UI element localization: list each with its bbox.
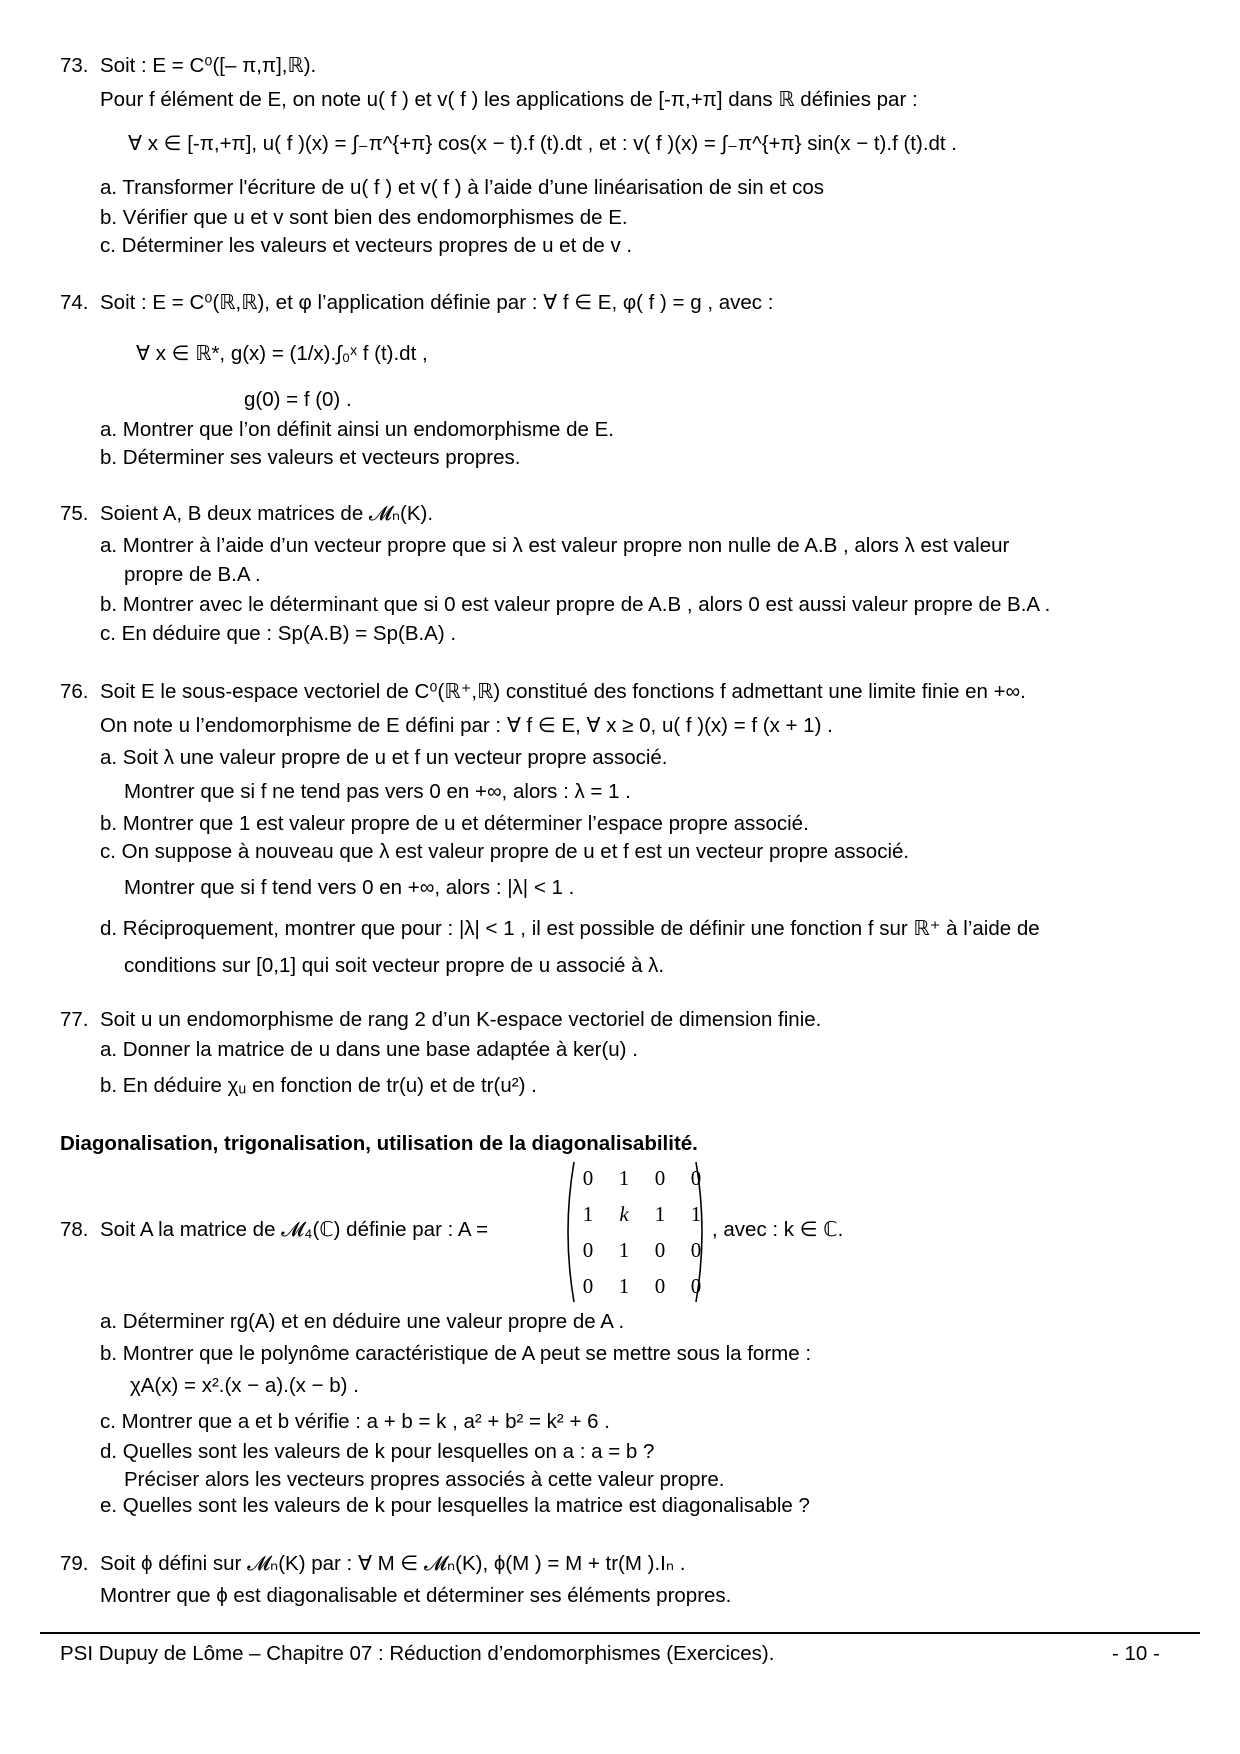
exercise-77-b: b. En déduire χᵤ en fonction de tr(u) et de tr(u²) . — [100, 1074, 537, 1097]
page-number: - 10 - — [1112, 1642, 1160, 1665]
exercise-76-c1: c. On suppose à nouveau que λ est valeur propre de u et f est un vecteur propre associé. — [100, 840, 910, 863]
exercise-78-line1-suffix: , avec : k ∈ ℂ. — [712, 1218, 844, 1241]
exercise-76-a1: a. Soit λ une valeur propre de u et f un vecteur propre associé. — [100, 746, 668, 769]
matrix-cell: 0 — [582, 1165, 594, 1190]
matrix-cell: 1 — [618, 1165, 630, 1190]
matrix-cell: 1 — [618, 1237, 630, 1262]
matrix-cell: 0 — [654, 1165, 666, 1190]
matrix-cell: 0 — [654, 1273, 666, 1298]
exercise-76-line1: Soit E le sous-espace vectoriel de C⁰(ℝ⁺,ℝ) constitué des fonctions f admettant une limite finie en +∞. — [100, 680, 1026, 703]
exercise-76-a2: Montrer que si f ne tend pas vers 0 en +∞, alors : λ = 1 . — [124, 780, 631, 803]
footer-title: PSI Dupuy de Lôme – Chapitre 07 : Réduction d’endomorphismes (Exercices). — [60, 1642, 775, 1665]
exercise-76-line2: On note u l’endomorphisme de E défini par : ∀ f ∈ E, ∀ x ≥ 0, u( f )(x) = f (x + 1) . — [100, 714, 833, 737]
exercise-74-line1: Soit : E = C⁰(ℝ,ℝ), et φ l’application définie par : ∀ f ∈ E, φ( f ) = g , avec : — [100, 291, 774, 314]
exercise-77-line1: Soit u un endomorphisme de rang 2 d’un K-espace vectoriel de dimension finie. — [100, 1008, 822, 1031]
matrix-cell: 1 — [582, 1201, 594, 1226]
exercise-79-line1: Soit ϕ défini sur 𝓜ₙ(K) par : ∀ M ∈ 𝓜ₙ(K), ϕ(M ) = M + tr(M ).Iₙ . — [100, 1552, 686, 1575]
exercise-73-c: c. Déterminer les valeurs et vecteurs propres de u et de v . — [100, 234, 633, 257]
exercise-78-number: 78. — [60, 1218, 89, 1241]
matrix-cell: 1 — [654, 1201, 666, 1226]
exercise-78-b1: b. Montrer que le polynôme caractéristique de A peut se mettre sous la forme : — [100, 1342, 812, 1365]
exercise-76-number: 76. — [60, 680, 89, 703]
exercise-74-initial: g(0) = f (0) . — [244, 388, 352, 411]
exercise-73-b: b. Vérifier que u et v sont bien des endomorphismes de E. — [100, 206, 628, 229]
exercise-73-a: a. Transformer l'écriture de u( f ) et v( f ) à l’aide d’une linéarisation de sin et cos — [100, 176, 825, 199]
matrix-cell: 1 — [618, 1273, 630, 1298]
matrix-cell: 0 — [582, 1237, 594, 1262]
exercise-75-line1: Soient A, B deux matrices de 𝓜ₙ(K). — [100, 502, 434, 525]
exercise-78-c: c. Montrer que a et b vérifie : a + b = k , a² + b² = k² + 6 . — [100, 1410, 610, 1433]
exercise-78-d1: d. Quelles sont les valeurs de k pour lesquelles on a : a = b ? — [100, 1440, 655, 1463]
exercise-73-formula: ∀ x ∈ [-π,+π], u( f )(x) = ∫₋π^{+π} cos(x − t).f (t).dt , et : v( f )(x) = ∫₋π^{+π} sin(x − t).f (t).dt . — [128, 132, 957, 155]
exercise-74-formula: ∀ x ∈ ℝ*, g(x) = (1/x).∫₀ˣ f (t).dt , — [136, 342, 428, 365]
exercise-74-a: a. Montrer que l’on définit ainsi un endomorphisme de E. — [100, 418, 614, 441]
exercise-77-number: 77. — [60, 1008, 89, 1031]
matrix-cell: 1 — [690, 1201, 702, 1226]
matrix-cell: 0 — [690, 1165, 702, 1190]
matrix-cell: 0 — [582, 1273, 594, 1298]
exercise-76-d1: d. Réciproquement, montrer que pour : |λ| < 1 , il est possible de définir une fonction f sur ℝ⁺ à l’aide de — [100, 917, 1040, 940]
exercise-78-d2: Préciser alors les vecteurs propres associés à cette valeur propre. — [124, 1468, 725, 1491]
exercise-75-b: b. Montrer avec le déterminant que si 0 est valeur propre de A.B , alors 0 est aussi valeur propre de B.A . — [100, 593, 1051, 616]
exercise-73-line1: Soit : E = C⁰([– π,π],ℝ). — [100, 54, 317, 77]
exercise-74-b: b. Déterminer ses valeurs et vecteurs propres. — [100, 446, 521, 469]
matrix-cell: 0 — [690, 1237, 702, 1262]
exercise-75-c: c. En déduire que : Sp(A.B) = Sp(B.A) . — [100, 622, 457, 645]
footer-rule — [40, 1632, 1200, 1634]
exercise-73-line2: Pour f élément de E, on note u( f ) et v( f ) les applications de [-π,+π] dans ℝ définies par : — [100, 88, 918, 111]
section-title: Diagonalisation, trigonalisation, utilisation de la diagonalisabilité. — [60, 1132, 698, 1155]
exercise-76-c2: Montrer que si f tend vers 0 en +∞, alors : |λ| < 1 . — [124, 876, 575, 899]
exercise-75-number: 75. — [60, 502, 89, 525]
exercise-75-a1: a. Montrer à l’aide d’un vecteur propre que si λ est valeur propre non nulle de A.B , alors λ est valeur — [100, 534, 1010, 557]
exercise-77-a: a. Donner la matrice de u dans une base adaptée à ker(u) . — [100, 1038, 638, 1061]
matrix-cell: 0 — [690, 1273, 702, 1298]
exercise-76-d2: conditions sur [0,1] qui soit vecteur propre de u associé à λ. — [124, 954, 665, 977]
exercise-78-line1: Soit A la matrice de 𝓜₄(ℂ) définie par : A = — [100, 1218, 489, 1241]
matrix-A — [570, 1160, 714, 1304]
exercise-73-number: 73. — [60, 54, 89, 77]
exercise-78-e: e. Quelles sont les valeurs de k pour lesquelles la matrice est diagonalisable ? — [100, 1494, 810, 1517]
exercise-79-number: 79. — [60, 1552, 89, 1575]
exercise-78-b2: χA(x) = x².(x − a).(x − b) . — [130, 1374, 359, 1397]
exercise-74-number: 74. — [60, 291, 89, 314]
exercise-78-a: a. Déterminer rg(A) et en déduire une valeur propre de A . — [100, 1310, 625, 1333]
exercise-75-a2: propre de B.A . — [124, 563, 261, 586]
matrix-cell: k — [619, 1201, 629, 1226]
exercise-79-line2: Montrer que ϕ est diagonalisable et déterminer ses éléments propres. — [100, 1584, 732, 1607]
exercise-76-b: b. Montrer que 1 est valeur propre de u et déterminer l’espace propre associé. — [100, 812, 809, 835]
matrix-cell: 0 — [654, 1237, 666, 1262]
